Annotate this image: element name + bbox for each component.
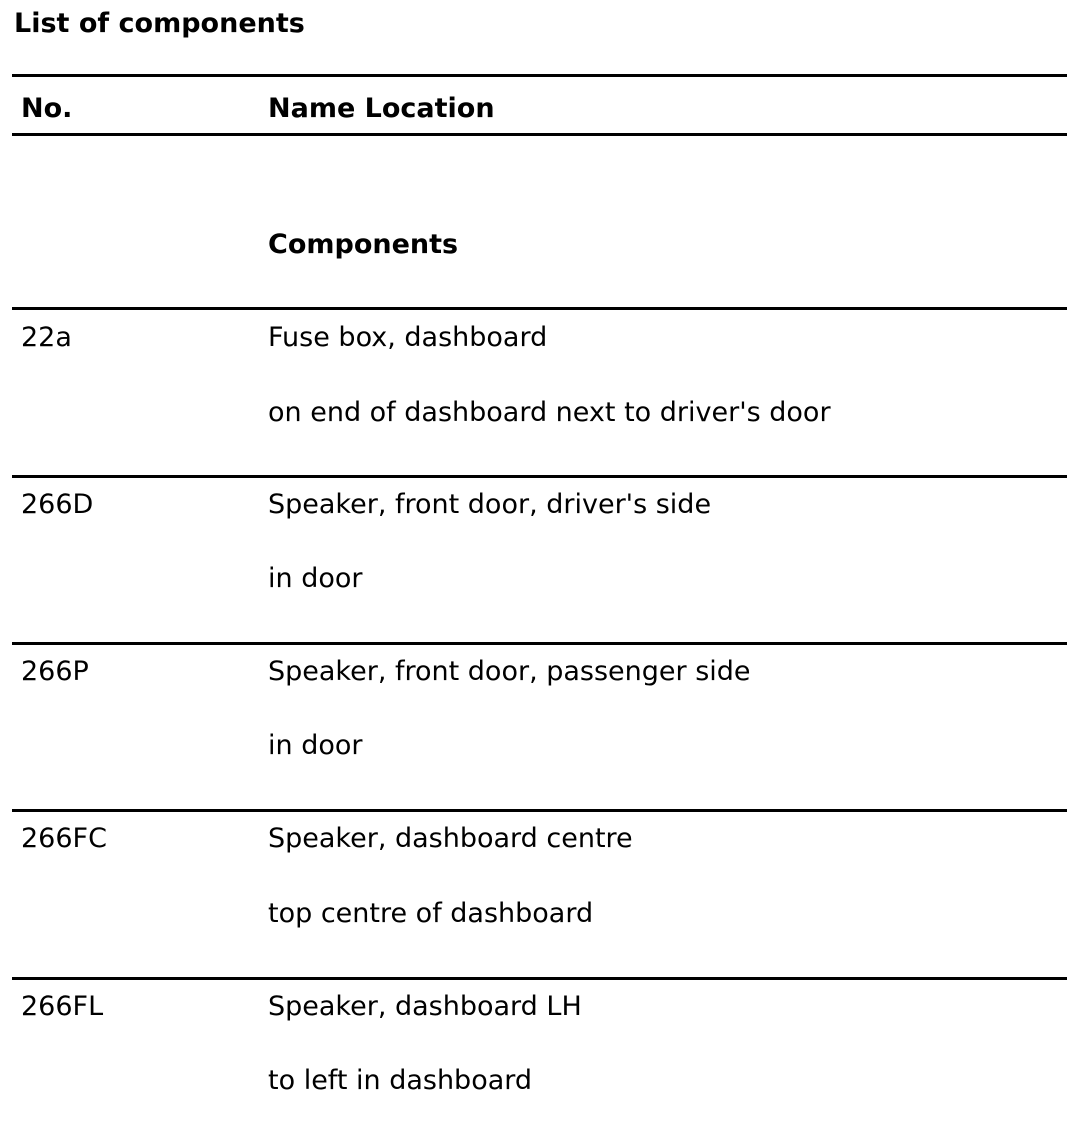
row-divider [12, 642, 1067, 645]
component-location: to left in dashboard [268, 1065, 533, 1096]
component-location: top centre of dashboard [268, 898, 594, 929]
table-header-rule [12, 133, 1067, 136]
header-name-location: Name Location [268, 93, 495, 124]
row-divider [12, 977, 1067, 980]
row-divider [12, 475, 1067, 478]
component-number: 266D [21, 489, 94, 520]
component-number: 22a [21, 322, 72, 353]
component-number: 266FL [21, 991, 104, 1022]
component-name: Speaker, dashboard centre [268, 823, 633, 854]
header-no: No. [21, 93, 73, 124]
section-heading: Components [268, 229, 459, 260]
component-number: 266P [21, 656, 89, 687]
document-title: List of components [14, 8, 305, 39]
component-name: Speaker, front door, driver's side [268, 489, 712, 520]
component-location: in door [268, 563, 363, 594]
table-top-rule [12, 74, 1067, 77]
row-divider [12, 809, 1067, 812]
component-name: Speaker, front door, passenger side [268, 656, 751, 687]
component-location: on end of dashboard next to driver's door [268, 397, 831, 428]
component-location: in door [268, 730, 363, 761]
component-name: Speaker, dashboard LH [268, 991, 582, 1022]
component-name: Fuse box, dashboard [268, 322, 548, 353]
component-number: 266FC [21, 823, 107, 854]
row-divider [12, 307, 1067, 310]
